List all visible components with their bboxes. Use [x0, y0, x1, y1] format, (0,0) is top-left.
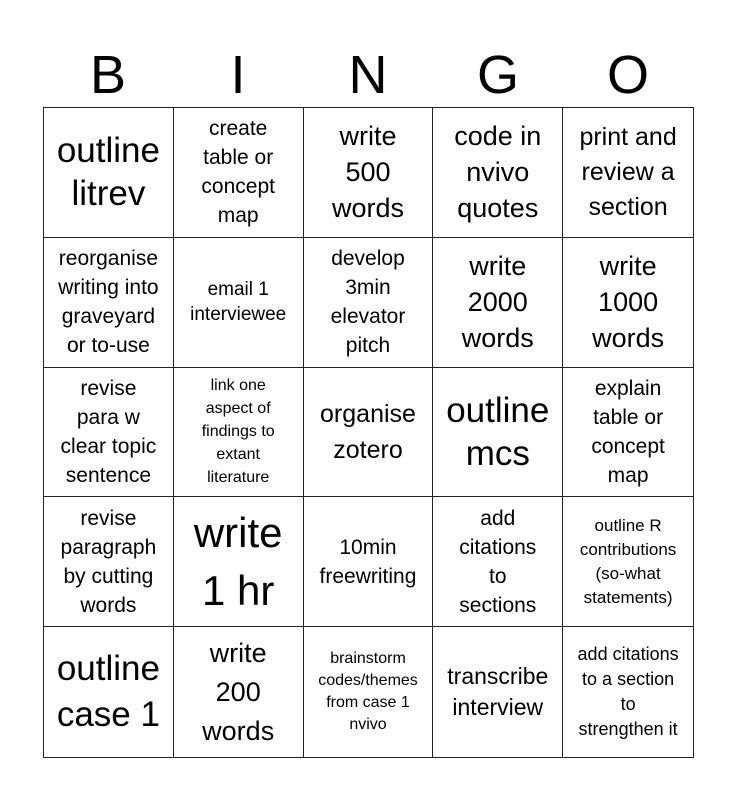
- cell-label: revise para w clear topic sentence: [60, 376, 157, 487]
- bingo-cell-r2-c3[interactable]: [304, 238, 434, 368]
- cell-label: outline mcs: [446, 390, 550, 473]
- bingo-cell-r1-c1[interactable]: [44, 108, 174, 238]
- bingo-cell-r2-c5[interactable]: [563, 238, 693, 368]
- bingo-cell-r4-c2[interactable]: [174, 497, 304, 627]
- cell-label: write 2000 words: [461, 251, 534, 354]
- cell-label: revise paragraph by cutting words: [60, 506, 157, 617]
- bingo-cell-r5-c5[interactable]: [563, 627, 693, 757]
- bingo-cell-r5-c3[interactable]: [304, 627, 434, 757]
- header-letter-g: G: [476, 45, 519, 105]
- bingo-cell-r1-c3[interactable]: [304, 108, 434, 238]
- cell-label: add citations to sections: [459, 506, 537, 617]
- cell-label: 10min freewriting: [319, 535, 417, 588]
- cell-label: email 1 interviewee: [190, 279, 287, 326]
- cell-label: print and review a section: [579, 122, 677, 221]
- bingo-board: [43, 107, 694, 758]
- cell-label: create table or concept map: [201, 117, 275, 228]
- header-letter-b: B: [89, 45, 127, 105]
- cell-label: code in nvivo quotes: [454, 121, 542, 224]
- bingo-cell-r5-c4[interactable]: [433, 627, 563, 757]
- bingo-header: [43, 44, 693, 106]
- bingo-cell-r3-c1[interactable]: [44, 368, 174, 498]
- cell-label: write 1 hr: [193, 508, 283, 614]
- header-letter-n: N: [348, 45, 388, 105]
- cell-label: develop 3min elevator pitch: [330, 247, 406, 358]
- bingo-cell-r3-c5[interactable]: [563, 368, 693, 498]
- cell-label: organise zotero: [320, 399, 416, 464]
- bingo-cell-r1-c2[interactable]: [174, 108, 304, 238]
- bingo-cell-r3-c2[interactable]: [174, 368, 304, 498]
- cell-label: outline litrev: [56, 131, 160, 214]
- bingo-cell-r4-c1[interactable]: [44, 497, 174, 627]
- cell-label: reorganise writing into graveyard or to-use: [58, 247, 159, 358]
- cell-label: write 500 words: [331, 121, 404, 224]
- cell-label: write 1000 words: [592, 251, 665, 354]
- cell-label: explain table or concept map: [591, 376, 665, 487]
- header-letter-o: O: [606, 45, 649, 105]
- bingo-cell-r5-c1[interactable]: [44, 627, 174, 757]
- bingo-cell-r1-c5[interactable]: [563, 108, 693, 238]
- cell-label: link one aspect of findings to extant literature: [201, 377, 275, 487]
- cell-label: transcribe interview: [447, 663, 549, 721]
- cell-label: brainstorm codes/themes from case 1 nvivo: [318, 650, 418, 734]
- bingo-cell-r2-c4[interactable]: [433, 238, 563, 368]
- header-letter-i: I: [230, 45, 246, 105]
- bingo-cell-r4-c3[interactable]: [304, 497, 434, 627]
- bingo-cell-r1-c4[interactable]: [433, 108, 563, 238]
- cell-label: outline case 1: [56, 649, 160, 735]
- bingo-cell-r4-c5[interactable]: [563, 497, 693, 627]
- bingo-cell-r5-c2[interactable]: [174, 627, 304, 757]
- cell-label: outline R contributions (so-what statements): [579, 515, 677, 607]
- bingo-cell-r4-c4[interactable]: [433, 497, 563, 627]
- bingo-cell-r2-c1[interactable]: [44, 238, 174, 368]
- cell-label: write 200 words: [202, 637, 275, 746]
- cell-label: add citations to a section to strengthen it: [577, 644, 679, 740]
- bingo-cell-r3-c3[interactable]: [304, 368, 434, 498]
- bingo-cell-r3-c4[interactable]: [433, 368, 563, 498]
- bingo-cell-r2-c2[interactable]: [174, 238, 304, 368]
